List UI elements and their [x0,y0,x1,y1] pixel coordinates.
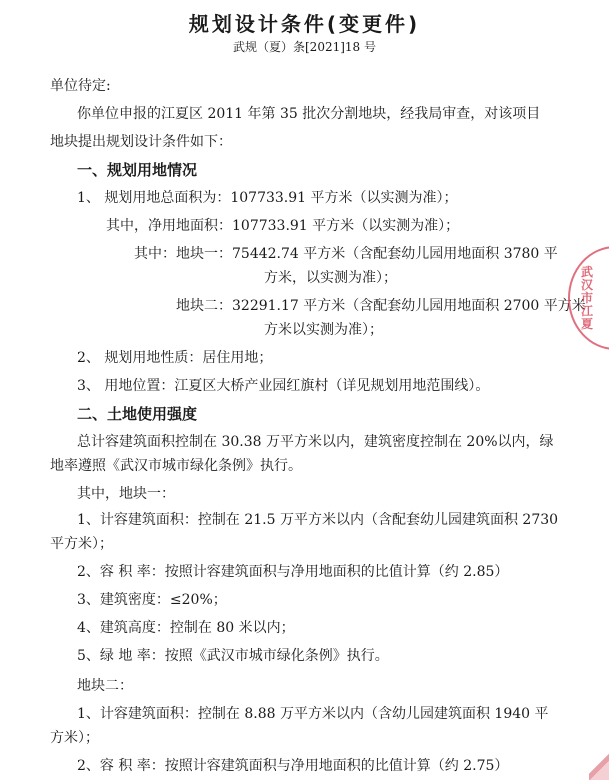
page-corner-ribbon [589,752,609,780]
paragraph-line: 1、计容建筑面积：控制在 8.88 万平方米以内（含幼儿园建筑面积 1940 平 [77,706,549,722]
paragraph-line: 平方米）； [50,536,113,552]
paragraph-line: 你单位申报的江夏区 2011 年第 35 批次分割地块，经我局审查，对该项目 [77,106,541,122]
paragraph-line: 2、容 积 率：按照计容建筑面积与净用地面积的比值计算（约 2.75） [77,758,509,774]
paragraph-line: 3、建筑密度：≤20%； [77,592,227,608]
paragraph-line: 2、 规划用地性质：居住用地； [77,350,273,366]
section-heading: 一、规划用地情况 [77,161,198,179]
paragraph-line: 地率遵照《武汉市城市绿化条例》执行。 [50,458,302,474]
paragraph-line: 地块提出规划设计条件如下： [50,134,232,150]
paragraph-line: 方米以实测为准）； [264,322,383,338]
paragraph-line: 1、 规划用地总面积为：107733.91 平方米（以实测为准）； [77,190,458,206]
paragraph-line: 其中：地块一：75442.74 平方米（含配套幼儿园用地面积 3780 平 [134,246,558,262]
seal-text: 武 汉 市 江 夏 [580,265,593,331]
paragraph-line: 1、计容建筑面积：控制在 21.5 万平方米以内（含配套幼儿园建筑面积 2730 [77,512,559,528]
addressee-line: 单位待定: [50,78,111,94]
paragraph-line: 地块二： [77,678,133,694]
paragraph-line: 其中，净用地面积：107733.91 平方米（以实测为准）； [106,218,460,234]
section-heading: 二、土地使用强度 [77,405,198,423]
paragraph-line: 2、容 积 率：按照计容建筑面积与净用地面积的比值计算（约 2.85） [77,564,509,580]
paragraph-line: 5、绿 地 率：按照《武汉市城市绿化条例》执行。 [77,648,389,664]
paragraph-line: 其中，地块一： [77,486,175,502]
document-title: 规划设计条件(变更件) [188,12,421,36]
paragraph-line: 地块二：32291.17 平方米（含配套幼儿园用地面积 2700 平方米 [176,298,586,314]
paragraph-line: 方米）； [50,730,99,746]
document-number: 武规（夏）条[2021]18 号 [233,40,376,54]
paragraph-line: 3、 用地位置：江夏区大桥产业园红旗村（详见规划用地范围线）。 [77,378,490,394]
paragraph-line: 方米，以实测为准）； [264,270,397,286]
paragraph-line: 4、建筑高度：控制在 80 米以内； [77,620,295,636]
paragraph-line: 总计容建筑面积控制在 30.38 万平方米以内，建筑密度控制在 20%以内，绿 [77,434,554,450]
